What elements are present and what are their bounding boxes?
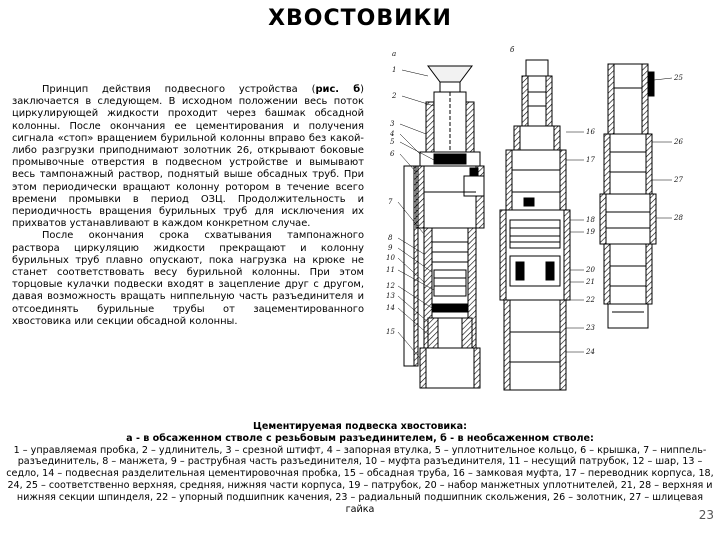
label-18: 18 xyxy=(586,216,595,224)
panel-a-label: а xyxy=(392,50,397,58)
label-9: 9 xyxy=(388,244,393,252)
label-27: 27 xyxy=(674,176,683,184)
caption-legend: 1 – управляемая пробка, 2 – удлинитель, 3 – срезной штифт, 4 – запорная втулка, 5 – уплотнительное кольцо, 6 – крышка, 7 – ниппель-разъединитель, 8 – манжета, 9 – раструбная часть разъединителя, 10 – муфта разъединителя, 11 – несущий патрубок, 12 – шар, 13 – седло, 14 – подвесная разделительная цементировочная пробка, 15 – обсадная труба, 16 – замковая муфта, 17 – переводник корпуса, 18, 24, 25 – соответственно верхняя, средняя, нижняя части корпуса, 19 – патрубок, 20 – набор манжетных уплотнителей, 21, 28 – верхняя и нижняя секции шпинделя, 22 – упорный подшипник качения, 23 – радиальный подшипник скольжения, 26 – золотник, 27 – шлицевая гайка xyxy=(6,444,714,515)
label-16: 16 xyxy=(586,128,595,136)
panel-a-numbers xyxy=(386,66,397,336)
page-number: 23 xyxy=(698,508,714,522)
figure-caption xyxy=(2,421,718,515)
panel-a-assembly xyxy=(404,66,484,388)
label-28: 28 xyxy=(674,214,683,222)
paragraph-1-start: Принцип действия подвесного устройства ( xyxy=(42,84,316,95)
label-10: 10 xyxy=(386,254,395,262)
panel-c-assembly xyxy=(600,64,656,328)
caption-subtitle: а - в обсаженном стволе с резьбовым разъединителем, б - в необсаженном стволе: xyxy=(126,432,594,444)
page-title: ХВОСТОВИКИ xyxy=(268,6,452,31)
label-20: 20 xyxy=(586,266,595,274)
technical-drawing xyxy=(376,42,716,396)
label-11: 11 xyxy=(386,266,395,274)
liner-hanger-drawing xyxy=(376,42,716,396)
label-25: 25 xyxy=(674,74,683,82)
label-26: 26 xyxy=(674,138,683,146)
label-13: 13 xyxy=(386,292,395,300)
label-2: 2 xyxy=(392,92,397,100)
label-22: 22 xyxy=(586,296,595,304)
label-15: 15 xyxy=(386,328,395,336)
panel-b-assembly xyxy=(500,60,570,390)
label-24: 24 xyxy=(586,348,595,356)
panel-c-numbers xyxy=(673,74,683,222)
panel-b-numbers xyxy=(585,128,595,356)
paragraph-1-rest: ) заключается в следующем. В исходном положении весь поток циркулирующей жидкости проходит через башмак обсадной колонны. После окончания ее цементирования и получения сигнала «стоп» вращением бурильной колонны вправо без какой-либо разгрузки приподнимают золотник 26, открывают боковые промывочные отверстия в подвесном устройстве и вымывают весь тампонажный раствор, поднятый выше обсадных труб. При этом периодически вращают колонну ротором в течение всего времени промывки в период ОЗЦ. Продолжительность и периодичность вращения бурильных труб для исключения их прихватов устанавливают в каждом конкретном случае. xyxy=(12,84,364,230)
label-8: 8 xyxy=(388,234,393,242)
label-23: 23 xyxy=(586,324,595,332)
paragraph-2: После окончания срока схватывания тампонажного раствора циркуляцию жидкости прекращают и колонну бурильных труб плавно опускают, пока нагрузка на крюке не станет соответствовать весу бурильной колонны. При этом торцовые кулачки подвески входят в зацепление друг с другом, давая возможность вращать ниппельную часть разъединителя и отсоединять бурильные трубы от зацементированного хвостовика или секции обсадной колонны. xyxy=(12,230,364,327)
label-14: 14 xyxy=(386,304,395,312)
label-5: 5 xyxy=(390,138,395,146)
label-7: 7 xyxy=(388,198,393,206)
panel-b-label: б xyxy=(510,46,515,54)
paragraph-1 xyxy=(12,84,364,230)
label-21: 21 xyxy=(586,278,595,286)
label-4: 4 xyxy=(390,130,395,138)
label-12: 12 xyxy=(386,282,395,290)
label-6: 6 xyxy=(390,150,395,158)
label-3: 3 xyxy=(390,120,395,128)
figure-reference: рис. б xyxy=(315,84,361,95)
caption-title: Цементируемая подвеска хвостовика: xyxy=(253,421,467,432)
body-text xyxy=(12,84,364,328)
label-1: 1 xyxy=(392,66,397,74)
label-17: 17 xyxy=(586,156,595,164)
label-19: 19 xyxy=(586,228,595,236)
